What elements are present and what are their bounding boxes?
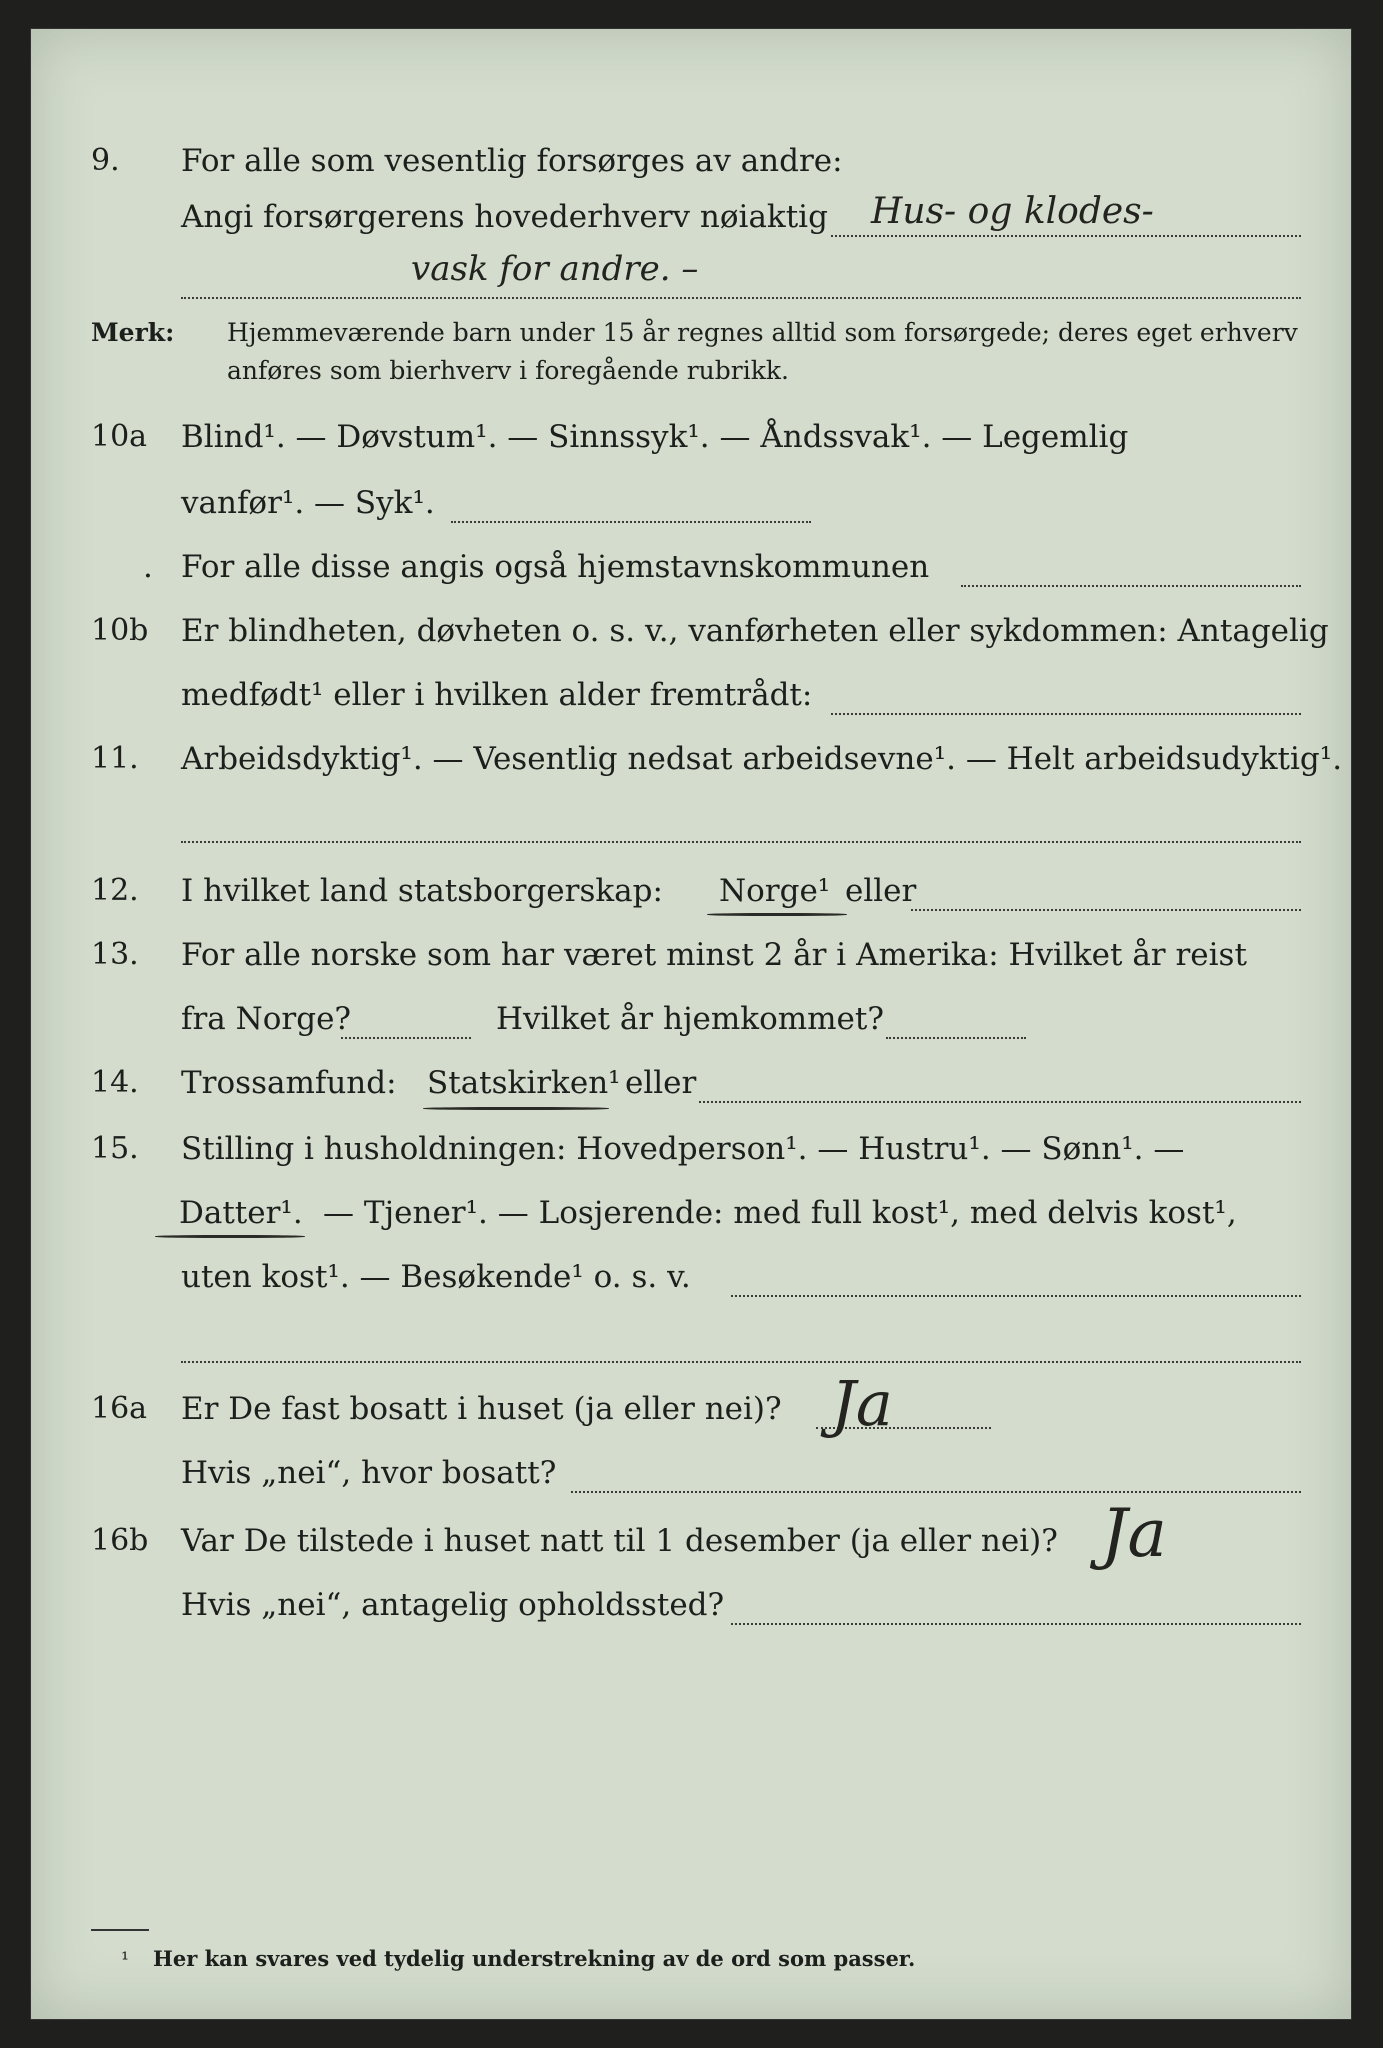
question-16a-line2-row <box>31 1445 1351 1501</box>
option-text: Norge¹ <box>719 873 831 909</box>
note-label: Merk: <box>91 318 175 347</box>
question-text: Hvilket år hjemkommet? <box>496 1001 884 1037</box>
question-text: — Tjener¹. — Losjerende: med full kost¹, med delvis kost¹, <box>323 1195 1237 1231</box>
question-text: Arbeidsdyktig¹. — Vesentlig nedsat arbeidsevne¹. — Helt arbeidsudyktig¹. <box>181 741 1343 777</box>
answer-line <box>181 841 1301 843</box>
answer-line <box>731 1623 1301 1625</box>
question-number: 15. <box>91 1131 139 1166</box>
question-9-row <box>31 133 1351 189</box>
question-number: 13. <box>91 937 139 972</box>
question-16b-line2-row <box>31 1577 1351 1633</box>
question-text: Hvis „nei“, antagelig opholdssted? <box>181 1587 725 1623</box>
note-row <box>31 315 1351 395</box>
question-text: Er De fast bosatt i huset (ja eller nei)? <box>181 1391 782 1427</box>
answer-line <box>181 1361 1301 1363</box>
question-number: 9. <box>91 143 120 178</box>
census-form-page <box>30 28 1352 2020</box>
note-text: Hjemmeværende barn under 15 år regnes alltid som forsørgede; deres eget erhverv <box>227 318 1298 347</box>
question-text: Angi forsørgerens hovederhverv nøiaktig <box>181 199 828 235</box>
question-10a-line3-row <box>31 539 1351 595</box>
answer-line <box>181 297 1301 299</box>
answer-line <box>961 585 1301 587</box>
answer-line <box>341 1037 471 1039</box>
footnote-mark: ¹ <box>121 1947 130 1971</box>
handwritten-answer: vask for andre. – <box>411 249 699 289</box>
question-10b-line2-row <box>31 667 1351 723</box>
footnote-text: Her kan svares ved tydelig understrekning av de ord som passer. <box>153 1946 916 1971</box>
answer-line <box>831 235 1301 237</box>
question-number: 12. <box>91 873 139 908</box>
question-13-row <box>31 927 1351 983</box>
question-text: Trossamfund: <box>181 1065 397 1101</box>
marker: . <box>143 549 153 585</box>
option-text: Datter¹. <box>179 1195 303 1231</box>
question-text: vanfør¹. — Syk¹. <box>181 485 435 521</box>
option-text: Statskirken¹ <box>427 1065 621 1101</box>
option-text: eller <box>845 873 917 909</box>
answer-line <box>886 1037 1026 1039</box>
question-text: Hvis „nei“, hvor bosatt? <box>181 1455 557 1491</box>
option-text: eller <box>625 1065 697 1101</box>
underline-mark <box>423 1107 609 1110</box>
answer-line <box>451 521 811 523</box>
question-11-row <box>31 731 1351 787</box>
question-12-row <box>31 863 1351 919</box>
question-10b-row <box>31 603 1351 659</box>
question-number: 11. <box>91 741 139 776</box>
question-number: 14. <box>91 1065 139 1100</box>
question-text: For alle norske som har været minst 2 år i Amerika: Hvilket år reist <box>181 937 1247 973</box>
question-text: Er blindheten, døvheten o. s. v., vanførheten eller sykdommen: Antagelig <box>181 613 1329 649</box>
question-number: 10b <box>91 613 149 648</box>
question-14-row <box>31 1055 1351 1111</box>
question-15-line3-row <box>31 1249 1351 1305</box>
question-10a-line2-row <box>31 475 1351 531</box>
question-10a-row <box>31 409 1351 465</box>
question-11-answer-row <box>31 795 1351 851</box>
question-text: Blind¹. — Døvstum¹. — Sinnssyk¹. — Åndssvak¹. — Legemlig <box>181 419 1129 455</box>
answer-line <box>831 713 1301 715</box>
underline-mark <box>155 1235 305 1238</box>
question-16b-row <box>31 1495 1351 1572</box>
question-text: For alle disse angis også hjemstavnskommunen <box>181 549 930 585</box>
question-text: For alle som vesentlig forsørges av andre: <box>181 143 843 179</box>
question-text: uten kost¹. — Besøkende¹ o. s. v. <box>181 1259 691 1295</box>
question-13-line2-row <box>31 991 1351 1047</box>
handwritten-answer: Ja <box>1101 1495 1167 1572</box>
answer-line <box>731 1295 1301 1297</box>
question-15-line2-row <box>31 1185 1351 1241</box>
answer-line <box>699 1101 1301 1103</box>
handwritten-answer: Ja <box>831 1367 893 1440</box>
question-text: Stilling i husholdningen: Hovedperson¹. — Hustru¹. — Sønn¹. — <box>181 1131 1185 1167</box>
question-number: 16b <box>91 1523 149 1558</box>
underline-mark <box>707 913 847 916</box>
question-text: I hvilket land statsborgerskap: <box>181 873 663 909</box>
answer-line <box>911 909 1301 911</box>
question-15-row <box>31 1121 1351 1177</box>
question-text: fra Norge? <box>181 1001 352 1037</box>
answer-line <box>571 1491 1301 1493</box>
question-number: 10a <box>91 419 148 454</box>
question-text: medfødt¹ eller i hvilken alder fremtrådt: <box>181 677 813 713</box>
question-9-continuation-row <box>31 251 1351 307</box>
footnote-divider <box>91 1929 149 1931</box>
question-9-provider-row <box>31 189 1351 245</box>
question-15-answer-row <box>31 1315 1351 1371</box>
footnote-row <box>31 1941 1351 1977</box>
question-text: Var De tilstede i huset natt til 1 desember (ja eller nei)? <box>181 1523 1058 1559</box>
question-number: 16a <box>91 1391 148 1426</box>
question-16a-row <box>31 1367 1351 1440</box>
note-text: anføres som bierhverv i foregående rubrikk. <box>227 356 789 385</box>
handwritten-answer: Hus- og klodes- <box>871 191 1154 232</box>
